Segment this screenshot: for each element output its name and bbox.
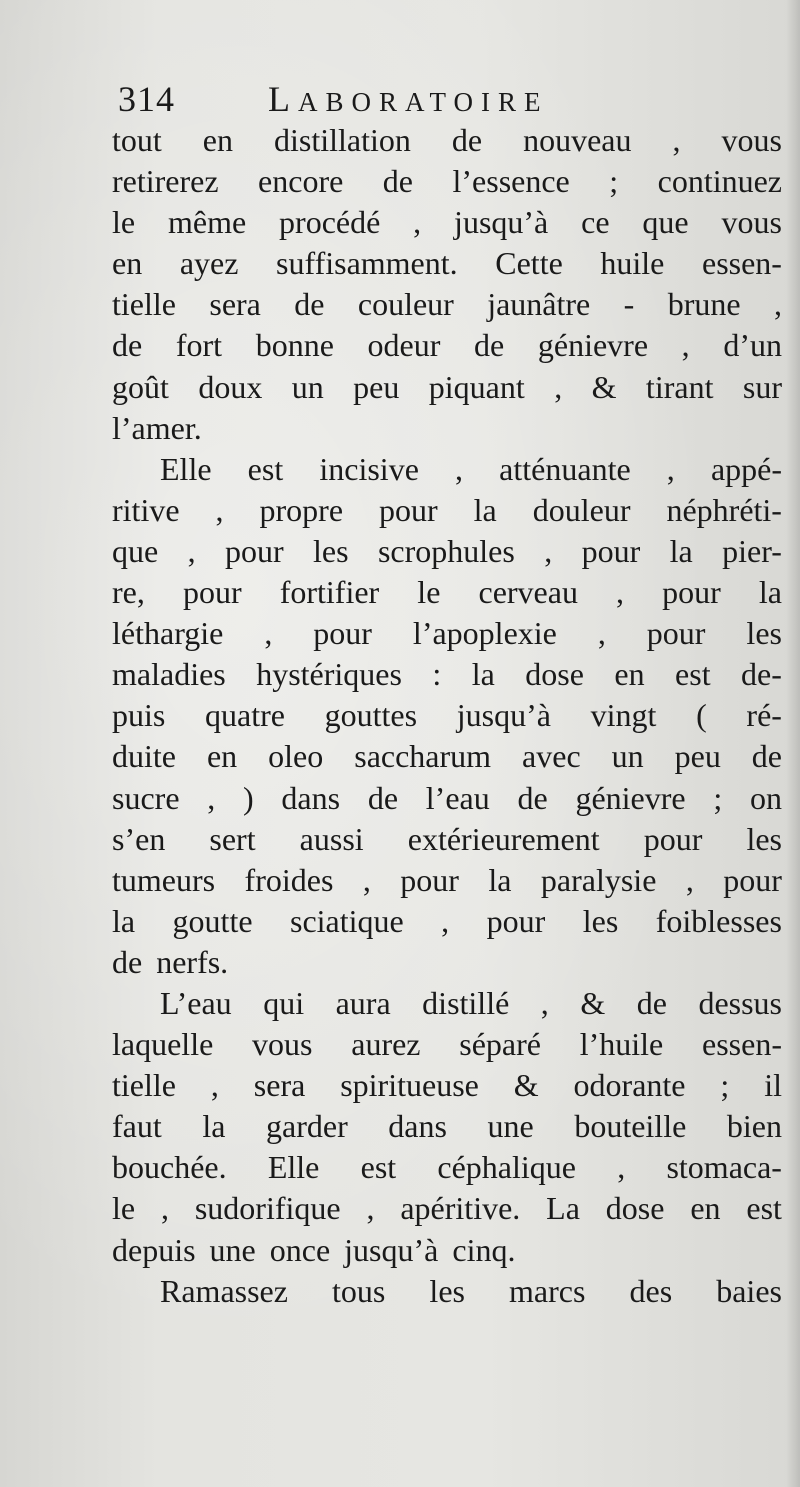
word: des [629, 1272, 673, 1309]
word: brune [667, 286, 741, 323]
word: jusqu’à [456, 697, 551, 734]
word: est [675, 656, 711, 693]
word: & [580, 984, 606, 1021]
word: de [474, 327, 505, 364]
word: dose [525, 656, 584, 693]
word: appé- [710, 450, 782, 487]
word: duite [112, 738, 176, 775]
word: - [623, 286, 635, 323]
word: , [773, 286, 782, 323]
word: gouttes [324, 697, 418, 734]
word: léthargie [112, 615, 224, 652]
word: , [455, 450, 464, 487]
text-line [112, 1147, 782, 1188]
word: de [112, 327, 143, 364]
word: ce [581, 204, 610, 241]
text-line [112, 325, 782, 366]
word: Elle [160, 450, 212, 487]
word: la [488, 861, 512, 898]
word: pour [182, 574, 242, 611]
word: vous [252, 1026, 313, 1063]
word: bouchée. [112, 1149, 227, 1186]
text-line [112, 695, 782, 736]
word: fort [175, 327, 223, 364]
word: est [360, 1149, 397, 1186]
word: odeur [367, 327, 441, 364]
word: distillé [422, 984, 510, 1021]
text-line [112, 1106, 782, 1147]
word: de [517, 779, 548, 816]
text-line [112, 449, 782, 490]
word: jusqu’à [344, 1231, 439, 1268]
word: de [751, 738, 782, 775]
word: La [546, 1190, 580, 1227]
word: nouveau [523, 122, 632, 158]
word: pour [662, 574, 721, 611]
word: les [746, 820, 782, 857]
word: & [513, 1067, 539, 1104]
word: qui [263, 984, 305, 1021]
word: propre [259, 491, 344, 528]
word: la [202, 1108, 226, 1145]
word: , [554, 368, 563, 405]
word: , [215, 491, 224, 528]
word: distillation [273, 122, 411, 158]
word: ; [720, 1067, 730, 1104]
text-line [112, 243, 782, 284]
text-line [112, 284, 782, 325]
word: tout [112, 122, 162, 158]
word: jusqu’à [454, 204, 549, 241]
word: tielle [112, 286, 176, 323]
word: L’eau [160, 984, 232, 1021]
word: , [540, 984, 549, 1021]
word: suffisamment. [276, 245, 458, 282]
word: en [614, 656, 645, 693]
word: il [764, 1067, 782, 1104]
word: en [112, 245, 143, 282]
word: pour [224, 532, 284, 569]
page-number: 314 [118, 79, 175, 119]
word: ayez [179, 245, 239, 282]
word: stomaca- [666, 1149, 782, 1186]
word: , [413, 204, 422, 241]
word: de [451, 122, 483, 158]
word: pour [400, 861, 459, 898]
word: , [366, 1190, 375, 1227]
word: aura [335, 984, 391, 1021]
text-line [112, 983, 782, 1024]
running-head [268, 78, 549, 120]
word: néphréti- [666, 491, 782, 528]
text-line [112, 408, 782, 449]
word: bouteille [574, 1108, 687, 1145]
word: incisive [319, 450, 419, 487]
page-header [118, 78, 678, 122]
word: la [758, 574, 782, 611]
word: spiritueuse [340, 1067, 479, 1104]
word: tielle [112, 1067, 176, 1104]
word: ; [609, 163, 619, 200]
text-line [112, 490, 782, 531]
word: , [681, 327, 690, 364]
word: une [487, 1108, 534, 1145]
word: Ramassez [160, 1272, 288, 1309]
word: saccharum [354, 738, 492, 775]
word: dans [388, 1108, 447, 1145]
word: bonne [255, 327, 334, 364]
word: continuez [657, 163, 782, 200]
word: une [209, 1231, 256, 1268]
text-line [112, 901, 782, 942]
word: est [746, 1190, 782, 1227]
word: céphalique [437, 1149, 576, 1186]
word: ritive [112, 491, 180, 528]
word: pour [723, 861, 782, 898]
running-head-initial: L [268, 79, 298, 119]
word: laquelle [112, 1026, 214, 1063]
word: , [672, 122, 681, 158]
word: , [264, 615, 273, 652]
word: baies [716, 1272, 782, 1309]
word: génievre [575, 779, 686, 816]
word: procédé [279, 204, 381, 241]
word: pour [486, 902, 546, 939]
word: dans [281, 779, 341, 816]
text-line [112, 202, 782, 243]
word: vingt [590, 697, 657, 734]
word: re, [112, 574, 145, 611]
word: on [749, 779, 782, 816]
word: retirerez [112, 163, 219, 200]
word: goût [112, 368, 169, 405]
word: dose [605, 1190, 665, 1227]
word: , [187, 532, 196, 569]
word: les [746, 615, 782, 652]
word: encore [258, 163, 344, 200]
word: foiblesses [655, 902, 782, 939]
text-line [112, 654, 782, 695]
word: ) [243, 779, 254, 816]
text-line [112, 860, 782, 901]
word: sucre [112, 779, 180, 816]
word: l’eau [425, 779, 490, 816]
text-line [112, 942, 782, 983]
word: pour [313, 615, 372, 652]
word: faut [112, 1108, 162, 1145]
word: maladies [112, 656, 226, 693]
word: scrophules [377, 532, 515, 569]
word: couleur [357, 286, 454, 323]
word: fortifier [279, 574, 380, 611]
word: goutte [172, 902, 253, 939]
text-line [112, 120, 782, 161]
word: douleur [532, 491, 631, 528]
word: l’huile [579, 1026, 664, 1063]
word: de [367, 779, 399, 816]
word: , [544, 532, 553, 569]
word: tumeurs [112, 861, 216, 898]
text-line [112, 1024, 782, 1065]
word: Elle [267, 1149, 320, 1186]
word: la [669, 532, 693, 569]
word: sera [209, 286, 261, 323]
word: tous [332, 1272, 386, 1309]
text-line [112, 1271, 782, 1312]
word: pier- [722, 532, 782, 569]
text-line [112, 613, 782, 654]
text-line [112, 572, 782, 613]
word: doux [198, 368, 263, 405]
word: hystériques [256, 656, 402, 693]
word: même [167, 204, 247, 241]
word: génievre [537, 327, 649, 364]
word: de [636, 984, 667, 1021]
word: sciatique [289, 902, 404, 939]
word: peu [353, 368, 400, 405]
word: s’en [112, 820, 166, 857]
word: sur [742, 368, 782, 405]
word: cerveau [478, 574, 578, 611]
word: l’apoplexie [412, 615, 557, 652]
word: extérieurement [407, 820, 600, 857]
text-line [112, 736, 782, 777]
word: , [441, 902, 450, 939]
body-text [112, 120, 782, 1312]
word: huile [600, 245, 665, 282]
word: , [207, 779, 216, 816]
word: vous [721, 122, 782, 158]
word: ; [713, 779, 723, 816]
word: pour [379, 491, 438, 528]
word: l’essence [452, 163, 570, 200]
word: de [382, 163, 413, 200]
text-line [112, 819, 782, 860]
word: paralysie [540, 861, 657, 898]
text-line [112, 1065, 782, 1106]
word: & [591, 368, 617, 405]
word: tirant [645, 368, 714, 405]
text-line [112, 778, 782, 819]
word: peu [674, 738, 721, 775]
word: de [294, 286, 325, 323]
word: la [112, 902, 136, 939]
word: Cette [495, 245, 563, 282]
word: garder [266, 1108, 348, 1145]
word: aurez [351, 1026, 421, 1063]
text-line [112, 1230, 782, 1271]
word: ( [696, 697, 707, 734]
word: once [269, 1231, 331, 1268]
word: les [313, 532, 349, 569]
word: puis [112, 697, 166, 734]
running-head-rest: ABORATOIRE [298, 87, 549, 117]
word: oleo [268, 738, 324, 775]
word: , [617, 1149, 626, 1186]
word: que [642, 204, 689, 241]
word: un [291, 368, 324, 405]
word: essen- [702, 1026, 782, 1063]
word: un [611, 738, 644, 775]
word: de- [741, 656, 782, 693]
word: le [112, 1190, 136, 1227]
word: , [160, 1190, 169, 1227]
word: essen- [701, 245, 782, 282]
word: , [597, 615, 606, 652]
word: en [202, 122, 233, 158]
word: de [112, 943, 143, 980]
word: la [471, 656, 495, 693]
word: en [690, 1190, 721, 1227]
text-line [112, 1188, 782, 1229]
word: avec [522, 738, 581, 775]
word: sudorifique [194, 1190, 341, 1227]
word: en [206, 738, 238, 775]
word: le [112, 204, 136, 241]
word: : [432, 656, 442, 693]
word: marcs [509, 1272, 586, 1309]
word: ré- [746, 697, 782, 734]
word: le [417, 574, 441, 611]
word: quatre [205, 697, 285, 734]
word: cinq. [452, 1231, 516, 1268]
word: aussi [299, 820, 364, 857]
word: depuis [112, 1231, 196, 1268]
word: la [473, 491, 497, 528]
word: sera [253, 1067, 306, 1104]
word: séparé [459, 1026, 541, 1063]
text-line [112, 161, 782, 202]
word: est [247, 450, 284, 487]
word: bien [726, 1108, 782, 1145]
word: les [429, 1272, 465, 1309]
word: , [362, 861, 371, 898]
word: , [210, 1067, 219, 1104]
word: , [685, 861, 694, 898]
word: froides [244, 861, 334, 898]
word: nerfs. [156, 943, 229, 980]
word: pour [581, 532, 641, 569]
word: odorante [573, 1067, 686, 1104]
word: atténuante [499, 450, 631, 487]
word: les [582, 902, 619, 939]
word: sert [209, 820, 256, 857]
word: pour [646, 615, 706, 652]
word: que [112, 532, 159, 569]
word: , [666, 450, 675, 487]
word: l’amer. [112, 409, 202, 446]
word: vous [721, 204, 782, 241]
word: piquant [428, 368, 525, 405]
word: dessus [698, 984, 782, 1021]
word: , [616, 574, 625, 611]
text-line [112, 367, 782, 408]
word: jaunâtre [487, 286, 591, 323]
word: d’un [723, 327, 782, 364]
word: apéritive. [400, 1190, 521, 1227]
text-line [112, 531, 782, 572]
word: pour [643, 820, 703, 857]
